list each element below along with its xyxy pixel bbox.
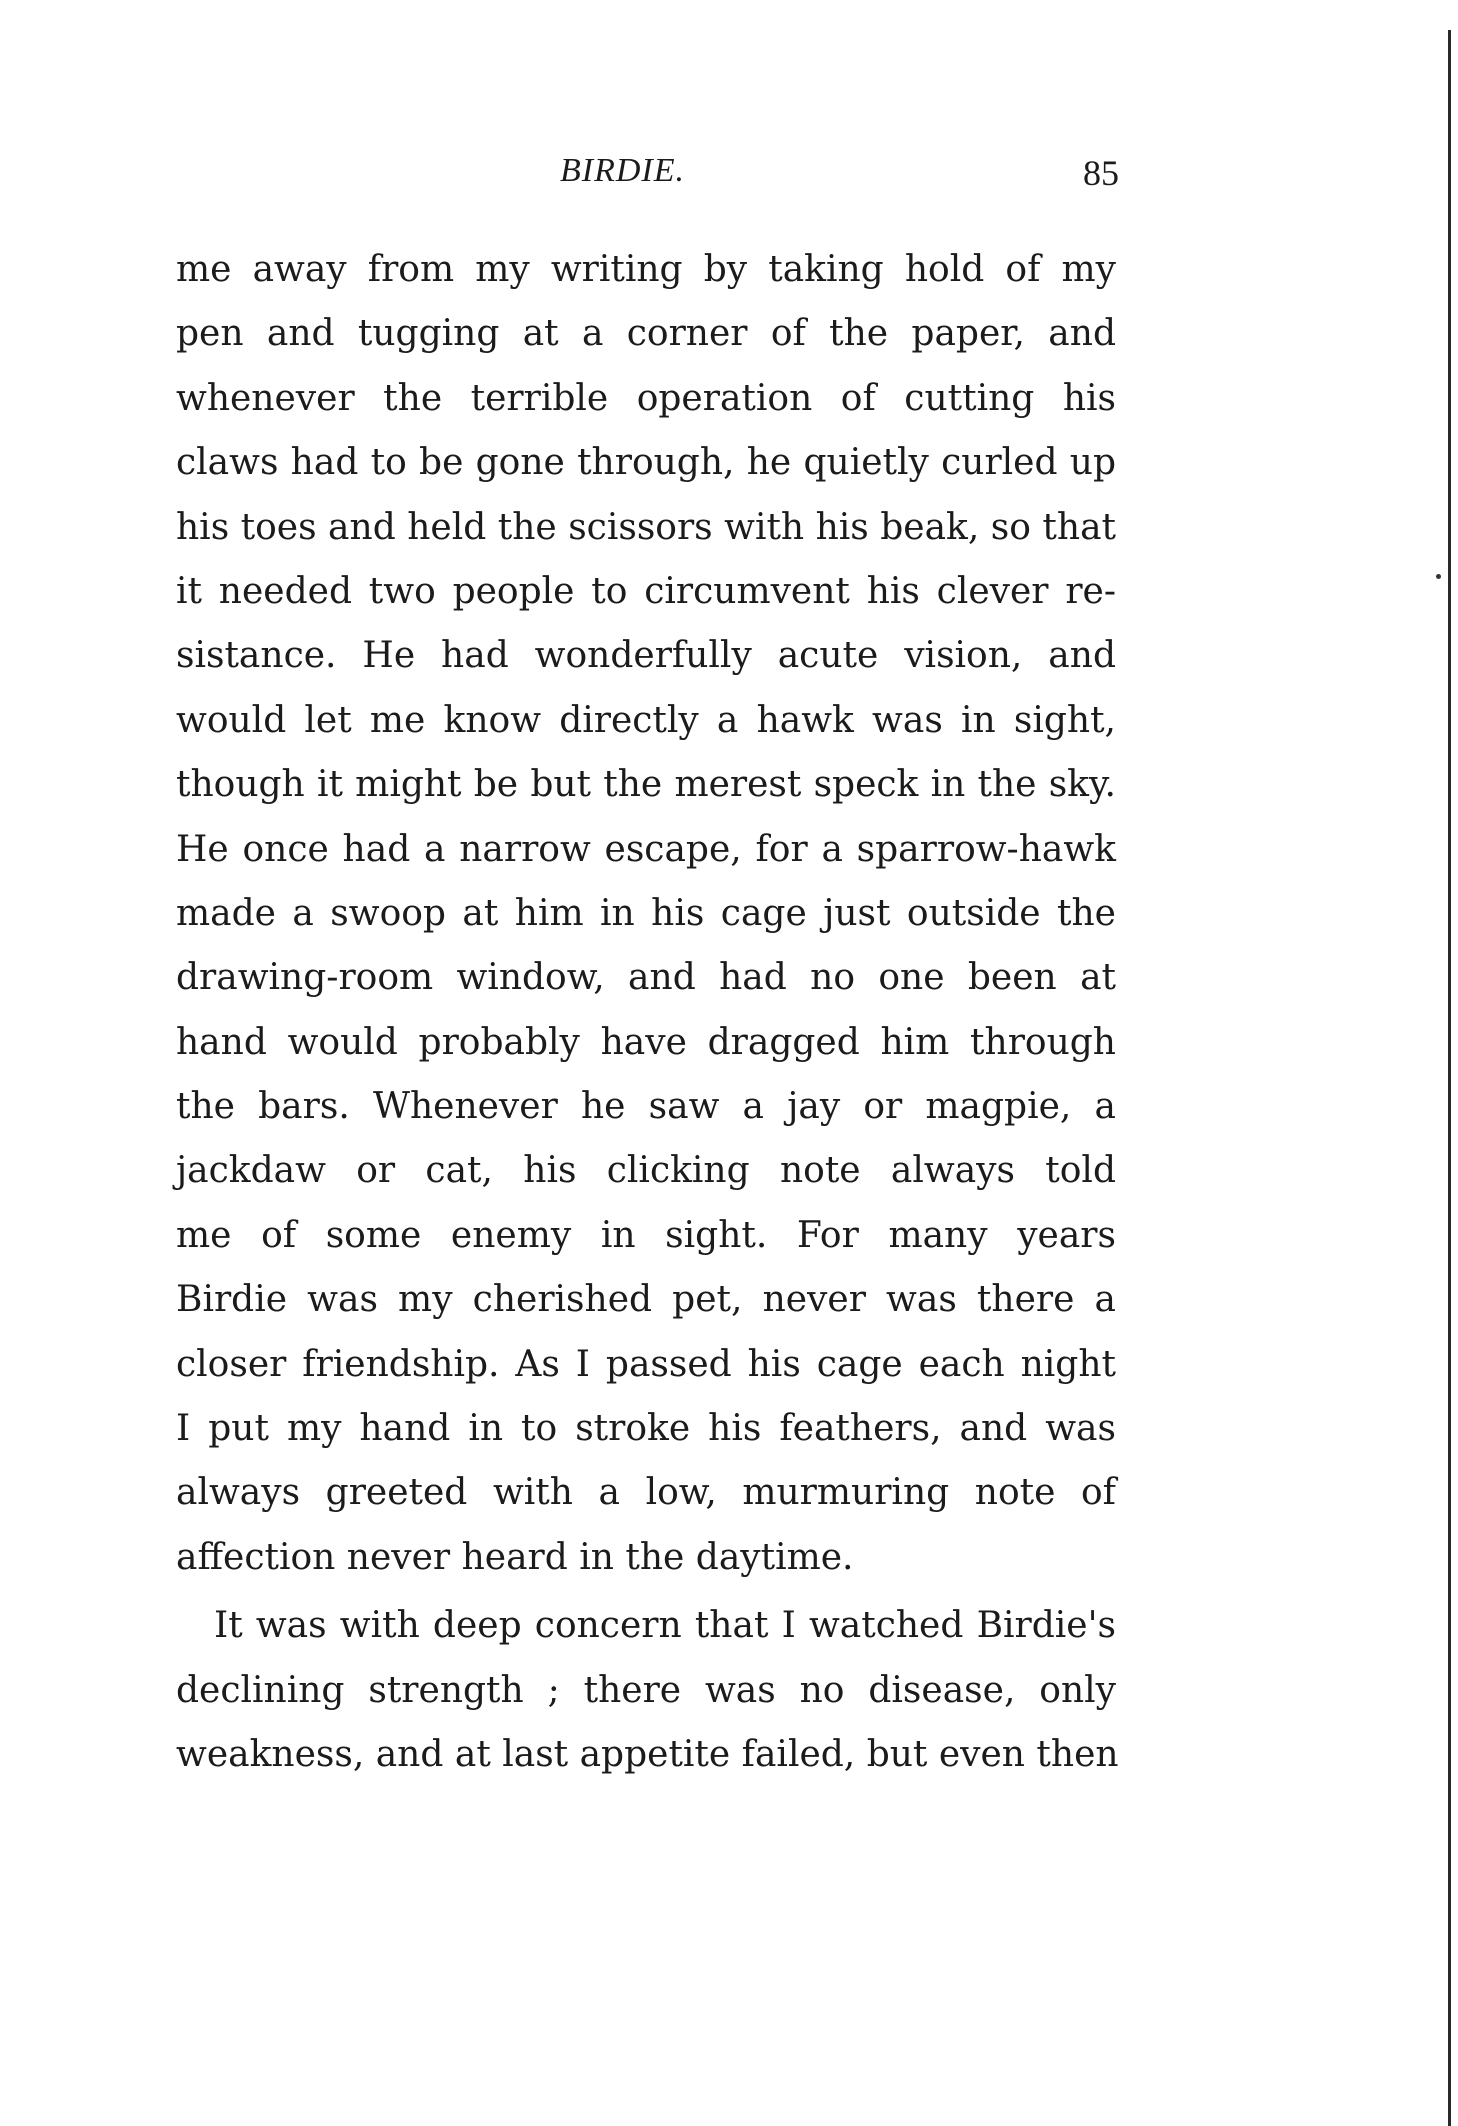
page-number: 85 — [1083, 153, 1119, 193]
page-edge-mark — [1436, 574, 1441, 579]
text-line: declining strength ; there was no disease, only — [176, 1669, 1116, 1711]
text-line: weakness, and at last appetite failed, but even then — [176, 1733, 1119, 1775]
text-line: Birdie was my cherished pet, never was there a — [176, 1279, 1116, 1321]
text-line: his toes and held the scissors with his beak, so that — [176, 506, 1116, 548]
text-line: claws had to be gone through, he quietly curled up — [176, 442, 1116, 484]
text-line: whenever the terrible operation of cutting his — [176, 377, 1116, 419]
paragraph-1 — [176, 238, 1116, 1590]
body-text — [176, 238, 1119, 1787]
text-line: made a swoop at him in his cage just outside the — [176, 892, 1116, 934]
text-line: me of some enemy in sight. For many years — [176, 1214, 1116, 1256]
text-line: closer friendship. As I passed his cage each night — [176, 1343, 1116, 1385]
text-line: it needed two people to circumvent his clever re- — [176, 570, 1116, 612]
text-line: would let me know directly a hawk was in sight, — [176, 699, 1116, 741]
page-header — [0, 152, 1458, 202]
running-head: BIRDIE. — [560, 152, 686, 189]
text-line: I put my hand in to stroke his feathers, and was — [176, 1408, 1116, 1450]
text-line: always greeted with a low, murmuring note of — [176, 1472, 1116, 1514]
page-edge-line — [1448, 30, 1451, 2126]
paragraph-2 — [176, 1594, 1119, 1787]
text-line: the bars. Whenever he saw a jay or magpie, a — [176, 1086, 1116, 1128]
text-line: hand would probably have dragged him through — [176, 1021, 1116, 1063]
text-line: affection never heard in the daytime. — [176, 1536, 854, 1578]
text-line: pen and tugging at a corner of the paper, and — [176, 313, 1116, 355]
text-line: sistance. He had wonderfully acute vision, and — [176, 635, 1116, 677]
text-line: He once had a narrow escape, for a sparrow-hawk — [176, 828, 1116, 870]
text-line: jackdaw or cat, his clicking note always told — [176, 1150, 1116, 1192]
text-line: It was with deep concern that I watched Birdie's — [214, 1605, 1116, 1647]
text-line: drawing-room window, and had no one been at — [176, 957, 1116, 999]
text-line: me away from my writing by taking hold of my — [176, 249, 1116, 290]
text-line: though it might be but the merest speck in the sky. — [176, 764, 1116, 806]
